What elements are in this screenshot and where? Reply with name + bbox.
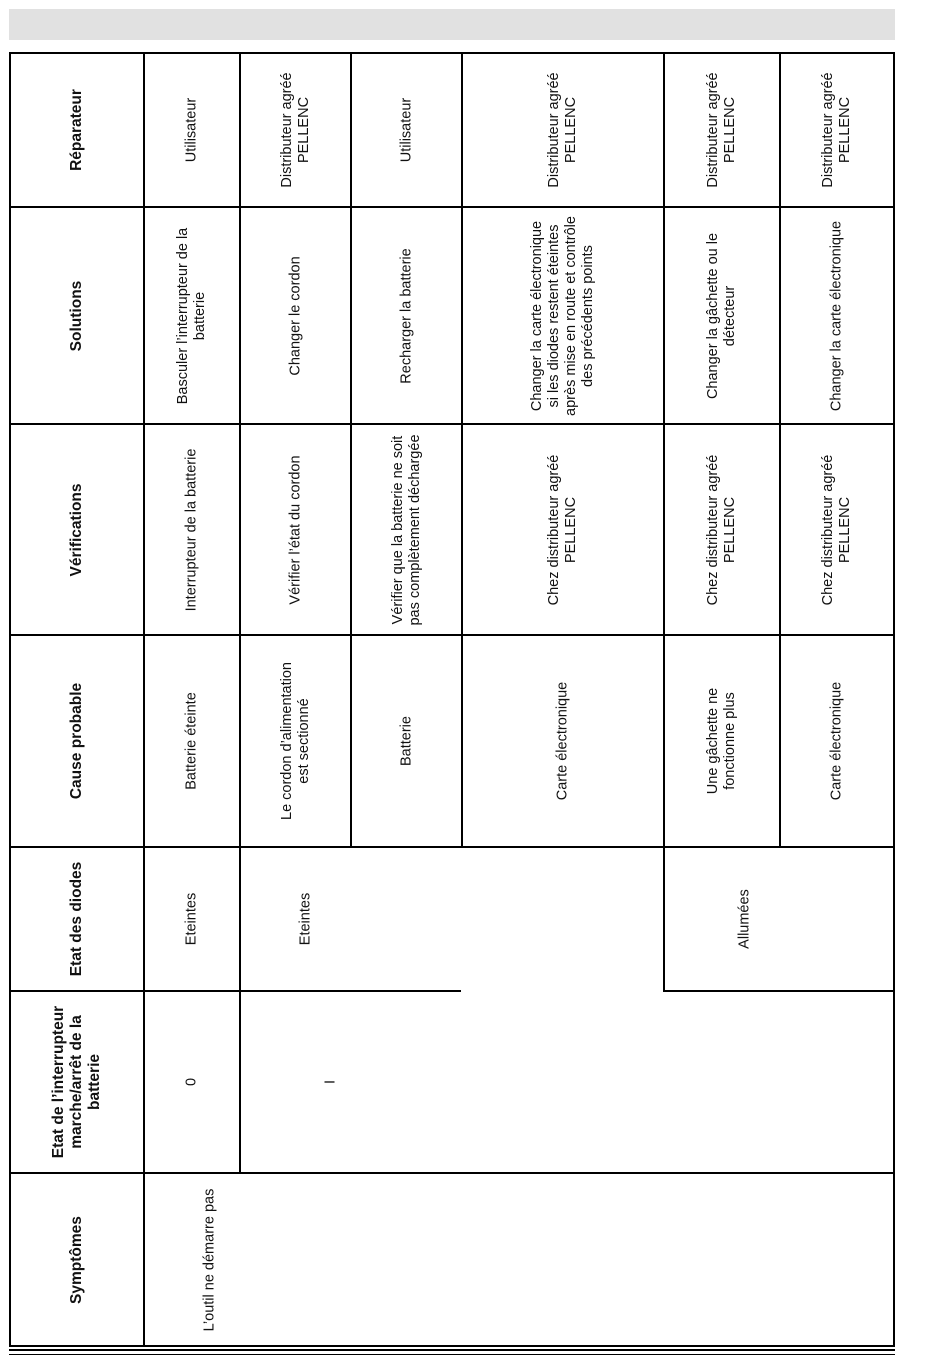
header-cause xyxy=(11,636,143,846)
reparateur-cell-1 xyxy=(145,54,239,206)
solution-text-6: Changer la carte électronique xyxy=(828,220,845,411)
diodes-cell-3 xyxy=(665,848,825,990)
troubleshooting-table xyxy=(9,52,895,1347)
verification-cell-2 xyxy=(241,425,350,634)
footer-rule-thick xyxy=(9,1349,895,1351)
verification-text-2: Vérifier l’état du cordon xyxy=(287,454,303,605)
table-border-right xyxy=(893,52,895,1347)
diodes-text-2: Eteintes xyxy=(297,892,314,946)
cause-cell-6 xyxy=(781,636,893,846)
header-interrupteur-text: Etat de l’interrupteur marche/arrêt de la batterie xyxy=(50,1005,103,1159)
header-symptomes xyxy=(11,1174,143,1345)
cause-text-1: Batterie éteinte xyxy=(183,692,200,790)
reparateur-cell-6 xyxy=(781,54,893,206)
solution-text-2: Changer le cordon xyxy=(287,255,303,376)
diodes-text-1: Eteintes xyxy=(183,892,200,946)
verification-cell-6 xyxy=(781,425,893,634)
header-reparateur xyxy=(11,54,143,206)
verification-cell-5 xyxy=(665,425,779,634)
verification-text-1: Interrupteur de la batterie xyxy=(183,448,200,611)
verification-text-6: Chez distributeur agréé PELLENC xyxy=(820,454,853,605)
cause-text-2: Le cordon d’alimentation est sectionné xyxy=(278,662,312,820)
reparateur-text-2: Distributeur agréé PELLENC xyxy=(278,72,312,188)
solution-cell-1 xyxy=(145,208,239,423)
header-reparateur-text: Réparateur xyxy=(68,89,85,171)
solution-text-4: Changer la carte électronique si les diodes restent éteintes après mise en route et contrôle des précédents points xyxy=(529,215,596,416)
cause-cell-1 xyxy=(145,636,239,846)
verification-cell-1 xyxy=(145,425,239,634)
reparateur-text-6: Distributeur agréé PELLENC xyxy=(820,72,853,188)
divider-diodes-interrupteur-b xyxy=(663,990,895,992)
solution-text-3: Recharger la batterie xyxy=(398,247,414,384)
header-symptomes-text: Symptômes xyxy=(68,1215,85,1304)
header-solutions xyxy=(11,208,143,423)
cause-text-4: Carte électronique xyxy=(554,681,571,801)
interrupteur-cell-2 xyxy=(241,992,421,1172)
diodes-cell-1 xyxy=(145,848,239,990)
table-border-bottom xyxy=(9,1345,895,1347)
interrupteur-text-1: I xyxy=(322,1079,339,1085)
solution-cell-2 xyxy=(241,208,350,423)
cause-cell-4 xyxy=(463,636,663,846)
reparateur-cell-4 xyxy=(463,54,663,206)
verification-text-3: Vérifier que la batterie ne soit pas complètement déchargée xyxy=(389,433,423,626)
reparateur-text-3: Utilisateur xyxy=(398,97,414,163)
footer-rule-thin xyxy=(9,1354,895,1355)
header-diodes-text: Etat des diodes xyxy=(68,861,85,977)
diodes-cell-2 xyxy=(241,848,371,990)
verification-text-4: Chez distributeur agréé PELLENC xyxy=(546,454,579,605)
header-gray-bar xyxy=(9,9,895,40)
header-solutions-text: Solutions xyxy=(68,280,85,351)
cause-text-5: Une gâchette ne fonctionne plus xyxy=(705,687,738,795)
solution-text-5: Changer la gâchette ou le détecteur xyxy=(705,232,738,399)
reparateur-text-5: Distributeur agréé PELLENC xyxy=(705,72,738,188)
cause-text-6: Carte électronique xyxy=(828,681,845,801)
solution-text-1: Basculer l’interrupteur de la batterie xyxy=(175,227,208,404)
cause-cell-3 xyxy=(352,636,461,846)
header-verifications-text: Vérifications xyxy=(68,482,85,577)
verification-cell-3 xyxy=(352,425,461,634)
diodes-text-3: Allumées xyxy=(736,889,753,949)
solution-cell-6 xyxy=(781,208,893,423)
reparateur-text-4: Distributeur agréé PELLENC xyxy=(546,72,579,188)
cause-text-3: Batterie xyxy=(398,716,414,766)
verification-cell-4 xyxy=(463,425,663,634)
verification-text-5: Chez distributeur agréé PELLENC xyxy=(705,454,738,605)
reparateur-cell-5 xyxy=(665,54,779,206)
reparateur-cell-2 xyxy=(241,54,350,206)
cause-cell-2 xyxy=(241,636,350,846)
reparateur-cell-3 xyxy=(352,54,461,206)
symptome-text: L’outil ne démarre pas xyxy=(201,1188,218,1331)
header-cause-text: Cause probable xyxy=(68,682,85,800)
interrupteur-cell-1 xyxy=(145,992,239,1172)
reparateur-text-1: Utilisateur xyxy=(183,97,200,163)
header-diodes xyxy=(11,848,143,990)
header-interrupteur xyxy=(11,992,143,1172)
solution-cell-5 xyxy=(665,208,779,423)
solution-cell-3 xyxy=(352,208,461,423)
interrupteur-text-0: 0 xyxy=(183,1077,200,1087)
solution-cell-4 xyxy=(463,208,663,423)
symptome-cell xyxy=(145,1174,275,1345)
header-verifications xyxy=(11,425,143,634)
cause-cell-5 xyxy=(665,636,779,846)
